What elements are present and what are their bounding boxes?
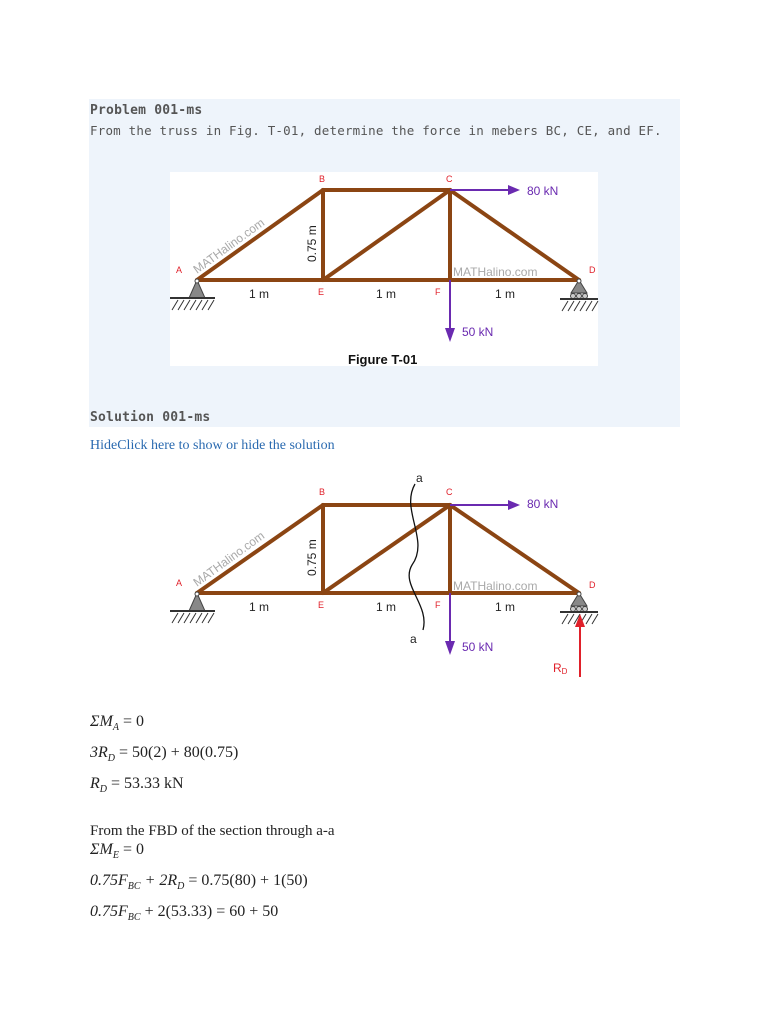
fbd-load-80kN [450, 500, 520, 510]
fbd-node-label-F: F [435, 600, 441, 610]
fbd-node-label-B: B [319, 487, 326, 497]
dim-span1: 1 m [249, 287, 270, 301]
fbd-watermark-diagonal: MATHalino.com [190, 528, 268, 590]
equation-3RD: $3R_D = 50(2) + 80(0.75)$ [90, 744, 239, 765]
fbd-node-label-E: E [318, 600, 325, 610]
solution-title: Solution 001-ms [90, 410, 211, 425]
node-label-D: D [589, 265, 596, 275]
fbd-node-label-D: D [589, 580, 596, 590]
watermark-horizontal: MATHalino.com [453, 265, 538, 279]
fbd-support-A [170, 592, 215, 623]
fbd-node-label-A: A [176, 578, 183, 588]
node-label-E: E [318, 287, 325, 297]
watermark-diagonal: MATHalino.com [190, 215, 268, 277]
dim-span2: 1 m [376, 287, 397, 301]
equation-FBC-1: $0.75F_{BC} + 2R_D = 0.75(80) + 1(50)$ [90, 872, 308, 893]
load-label-80kN: 80 kN [527, 184, 559, 198]
load-label-50kN: 50 kN [462, 325, 494, 339]
problem-title: Problem 001-ms [90, 103, 203, 118]
node-label-F: F [435, 287, 441, 297]
fbd-load-label-80kN: 80 kN [527, 497, 559, 511]
dim-span3: 1 m [495, 287, 516, 301]
equation-sum-moments-E: $\Sigma M_E = 0$ [90, 841, 144, 862]
fbd-load-label-50kN: 50 kN [462, 640, 494, 654]
fbd-load-50kN [445, 593, 455, 655]
reaction-label-RD: RD [553, 661, 568, 676]
equation-FBC-2: $0.75F_{BC} + 2(53.33) = 60 + 50$ [90, 903, 279, 924]
equation-sum-moments-A: $\Sigma M_A = 0$ [90, 713, 144, 734]
node-label-C: C [446, 174, 453, 184]
fbd-node-label-C: C [446, 487, 453, 497]
problem-statement: From the truss in Fig. T-01, determine the force in mebers BC, CE, and EF. [90, 123, 662, 138]
toggle-solution-link[interactable]: HideClick here to show or hide the solution [90, 438, 335, 453]
fbd-dim-span3: 1 m [495, 600, 516, 614]
fbd-section-text: From the FBD of the section through a-a [90, 823, 335, 839]
section-label-bottom: a [410, 632, 417, 646]
fbd-dim-height: 0.75 m [305, 539, 319, 576]
equation-RD-value: $R_D = 53.33$ kN [90, 775, 184, 796]
node-label-A: A [176, 265, 183, 275]
fbd-dim-span1: 1 m [249, 600, 270, 614]
fbd-watermark-horizontal: MATHalino.com [453, 579, 538, 593]
figure-caption: Figure T-01 [348, 352, 418, 367]
reaction-RD-arrow [575, 614, 585, 677]
fbd-dim-span2: 1 m [376, 600, 397, 614]
section-label-top: a [416, 471, 423, 485]
dim-height: 0.75 m [305, 225, 319, 262]
node-label-B: B [319, 174, 326, 184]
fbd-member-CE [323, 505, 450, 593]
